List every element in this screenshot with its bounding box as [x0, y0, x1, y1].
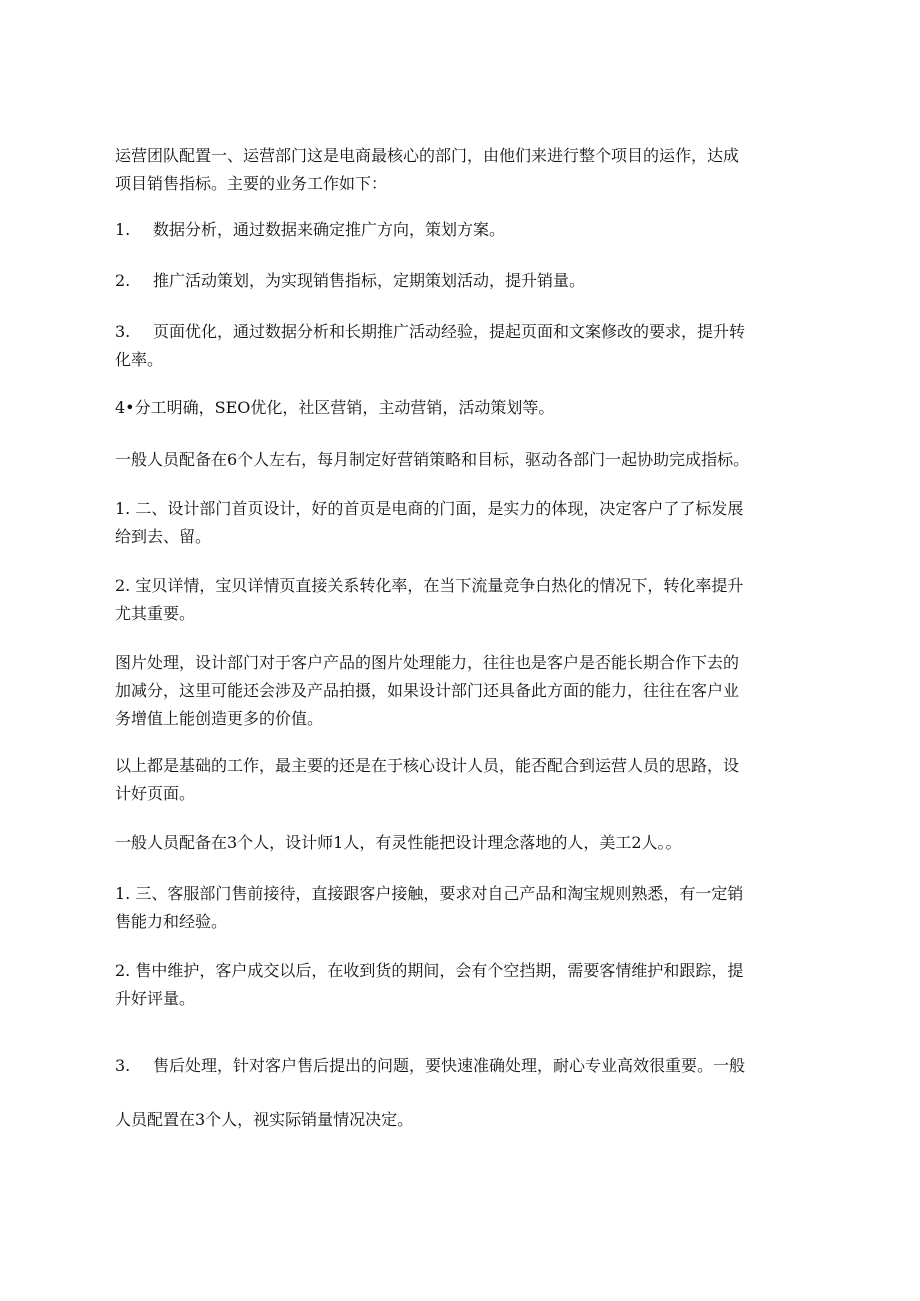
- text-line: 数据分析，通过数据来确定推广方向，策划方案。: [153, 220, 506, 239]
- text-line: 2. 售中维护，客户成交以后，在收到货的期间，会有个空挡期，需要客情维护和跟踪，提: [115, 961, 744, 980]
- text-line: 1. 二、设计部门首页设计，好的首页是电商的门面，是实力的体现，决定客户了了标发展: [115, 499, 744, 518]
- paragraph-ops-staffing: [115, 446, 805, 474]
- paragraph-design-image: [115, 649, 805, 733]
- text-line: 务增值上能创造更多的价值。: [115, 709, 324, 728]
- text-line: 运营团队配置一、运营部门这是电商最核心的部门，由他们来进行整个项目的运作，达成: [115, 146, 740, 165]
- text-line: 升好评量。: [115, 989, 196, 1008]
- text-line: 项目销售指标。主要的业务工作如下：: [115, 174, 388, 193]
- text-line: 图片处理，设计部门对于客户产品的图片处理能力，往往也是客户是否能长期合作下去的: [115, 653, 740, 672]
- text-line: 计好页面。: [115, 784, 196, 803]
- text-line: 化率。: [115, 350, 164, 369]
- text-line: 售能力和经验。: [115, 912, 228, 931]
- paragraph-ops-item-3: [115, 318, 805, 374]
- text-line: 尤其重要。: [115, 604, 196, 623]
- paragraph-service-staffing: [115, 1106, 805, 1134]
- text-line: 1. 三、客服部门售前接待，直接跟客户接触，要求对自己产品和淘宝规则熟悉，有一定销: [115, 884, 744, 903]
- paragraph-service-item-3: [115, 1052, 805, 1080]
- list-number: 2.: [115, 271, 131, 290]
- text-line: 2. 宝贝详情，宝贝详情页直接关系转化率，在当下流量竞争白热化的情况下，转化率提升: [115, 576, 744, 595]
- paragraph-ops-item-2: [115, 267, 805, 295]
- text-line: 加减分，这里可能还会涉及产品拍摄，如果设计部门还具备此方面的能力，往往在客户业: [115, 681, 740, 700]
- paragraph-ops-item-1: [115, 216, 805, 244]
- text-line: 售后处理，针对客户售后提出的问题，要快速准确处理，耐心专业高效很重要。一般: [153, 1056, 746, 1075]
- text-line: 一般人员配备在3个人，设计师1人，有灵性能把设计理念落地的人，美工2人。。: [115, 833, 682, 852]
- text-line: 一般人员配备在6个人左右，每月制定好营销策略和目标，驱动各部门一起协助完成指标。: [115, 450, 750, 469]
- paragraph-design-staffing: [115, 829, 805, 857]
- text-line: 人员配置在3个人，视实际销量情况决定。: [115, 1110, 414, 1129]
- list-number: 1.: [115, 220, 131, 239]
- paragraph-design-item-1: [115, 495, 805, 551]
- text-line: 以上都是基础的工作，最主要的还是在于核心设计人员，能否配合到运营人员的思路，设: [115, 756, 740, 775]
- paragraph-ops-item-4: [115, 394, 805, 422]
- list-number: 3.: [115, 1056, 131, 1075]
- paragraph-design-core: [115, 752, 805, 808]
- list-number: 3.: [115, 322, 131, 341]
- text-line: 给到去、留。: [115, 527, 212, 546]
- paragraph-design-item-2: [115, 572, 805, 628]
- text-line: 推广活动策划，为实现销售指标，定期策划活动，提升销量。: [153, 271, 586, 290]
- paragraph-service-item-1: [115, 880, 805, 936]
- paragraph-intro: [115, 142, 805, 198]
- text-line: 页面优化，通过数据分析和长期推广活动经验，提起页面和文案修改的要求，提升转: [153, 322, 746, 341]
- paragraph-service-item-2: [115, 957, 805, 1013]
- text-line: 4•分工明确，SEO优化，社区营销，主动营销，活动策划等。: [115, 398, 555, 417]
